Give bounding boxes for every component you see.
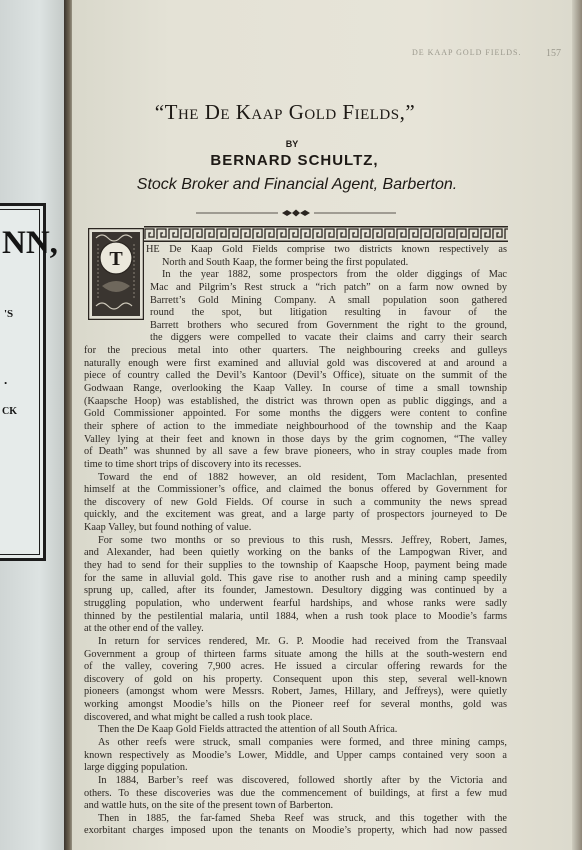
ad-fragment: 'S (4, 308, 14, 320)
page-number: 157 (546, 48, 561, 59)
body-line: Barrett’s Gold Mining Company. A small population soon gathered (150, 294, 507, 306)
body-line: known respectively as Moodie’s Lower, Middle, and Upper camps contained very soon a (84, 749, 507, 761)
body-line: Government a group of thirteen farms situate among the hills at the south-western end (84, 648, 507, 660)
article-title: “The De Kaap Gold Fields,” (154, 100, 416, 124)
book-page (72, 0, 572, 850)
body-line: Toward the end of 1882 however, an old resident, Tom Maclachlan, presented (98, 471, 507, 483)
ornament-rule (196, 208, 396, 218)
body-line: of the valley, covering 7,900 acres. He issued a circular offering rewards for the (84, 661, 507, 673)
ad-fragment: CK (2, 406, 17, 417)
author-name: BERNARD SCHULTZ, (210, 152, 379, 169)
body-line: In return for services rendered, Mr. G. P. Moodie had received from the Transvaal (98, 635, 507, 647)
body-line: piece of country called the Devil’s Kantoor (Devil’s Office), situate on the summit of the (84, 370, 507, 382)
body-line: Barrett brothers who secured from Government the right to the ground, (150, 319, 507, 331)
body-line: (Kaapsche Hoop) was established, the district was thrown open as public diggings, and a (84, 395, 507, 407)
body-line: working amongst Moodie’s hills on the Pioneer reef for several months, gold was (84, 699, 507, 711)
byline-by: BY (285, 139, 299, 149)
body-line: Then the De Kaap Gold Fields attracted the attention of all South Africa. (98, 724, 398, 736)
body-line: of Death” was shunned by all save a few brave pioneers, who in stray couples made from (84, 446, 507, 458)
body-line: for the precious metal into other quarters. The neighbouring creeks and gulleys (84, 345, 507, 357)
body-line: and wattle huts, on the site of the present town of Barberton. (84, 800, 334, 812)
body-line: round the spot, but litigation resulting in favour of the (150, 307, 507, 319)
body-line: In the year 1882, some prospectors from the older diggings of Mac (162, 269, 507, 281)
body-line: Then in 1885, the far-famed Sheba Reef was struck, and this together with the (98, 812, 507, 824)
body-line: their sphere of action to the immediate neighbourhood of the township and the Kaap (84, 420, 507, 432)
body-line: thinned by the pestilential malaria, until 1884, when a rush took place to Moodie’s farms (84, 610, 507, 622)
article-body (84, 244, 507, 838)
body-line: Gold Commissioner appointed. For some months the diggers were content to confine (84, 408, 507, 420)
body-line: and Alexander, had been quietly working on the banks of the Lampogwan River, and (84, 547, 507, 559)
body-line: sprung up, called, after its founder, Jamestown. Desultory digging was continued by a (84, 585, 507, 597)
body-line: In 1884, Barber’s reef was discovered, followed shortly after by the Victoria and (98, 774, 507, 786)
body-line: For some two months or so previous to this rush, Messrs. Jeffrey, Robert, James, (98, 534, 507, 546)
ad-fragment: NN, (2, 225, 58, 261)
body-line: exorbitant charges imposed upon the tenants on Moodie’s property, which had now passed (84, 825, 507, 837)
body-line: large digging population. (84, 762, 188, 774)
body-line: the diggers were compelled to vacate their claims and carry their search (150, 332, 507, 344)
running-head: DE KAAP GOLD FIELDS. (412, 48, 522, 57)
body-line: they had to send for their supplies to the township of Kaapsche Hoop, payment being made (84, 560, 507, 572)
body-line: at the other end of the valley. (84, 623, 204, 635)
body-line: Valley lying at their feet and known in those days by the grim cognomen, “The valley (84, 433, 507, 445)
body-line: naturally enough were first examined and alluvial gold was discovered at and around a (84, 357, 507, 369)
author-subtitle: Stock Broker and Financial Agent, Barberton. (136, 176, 458, 193)
initial-letter: T (109, 248, 123, 270)
body-line: discovered, and what might be called a rush took place. (84, 711, 313, 723)
body-line: Godwaan Range, overlooking the Kaap Valley. In course of time a small township (84, 383, 507, 395)
body-line: for the same in alluvial gold. This gave rise to another rush and a mining camp speedily (84, 572, 507, 584)
body-line: pioneers (amongst whom were Messrs. Robert, James, Hillary, and Jeffreys), were quietly (84, 686, 507, 698)
body-line: struggling population, who underwent fearful hardships, and whose ranks were sadly (84, 597, 507, 609)
body-line: HE De Kaap Gold Fields comprise two districts known respectively as (146, 244, 507, 255)
body-line: quickly, and the excitement was great, and a large party of prospectors journeyed to De (84, 509, 507, 521)
body-line: the discovery of new Gold Fields. Of course in such a community the news spread (84, 496, 507, 508)
body-line: Kaap Valley, but found nothing of value. (84, 522, 252, 534)
page-edge (572, 0, 582, 850)
body-line: North and South Kaap, the former being the first populated. (162, 256, 409, 268)
ad-fragment: . (4, 372, 8, 387)
body-line: others. To these discoveries was due the commencement of buildings, at first a few mud (84, 787, 507, 799)
body-line: As other reefs were struck, small companies were formed, and three mining camps, (98, 736, 507, 748)
facing-page (0, 0, 66, 850)
body-line: time to time short trips of discovery into its recesses. (84, 458, 302, 470)
body-line: Mac and Pilgrim’s Rest struck a “rich patch” on a farm now owned by (150, 281, 507, 293)
body-line: discovery of gold on his property. Consequent upon this step, several well-known (84, 673, 507, 685)
greek-key-border (144, 226, 508, 242)
body-line: himself at the Commissioner’s office, and claimed the bonus offered by Government for (84, 484, 507, 496)
